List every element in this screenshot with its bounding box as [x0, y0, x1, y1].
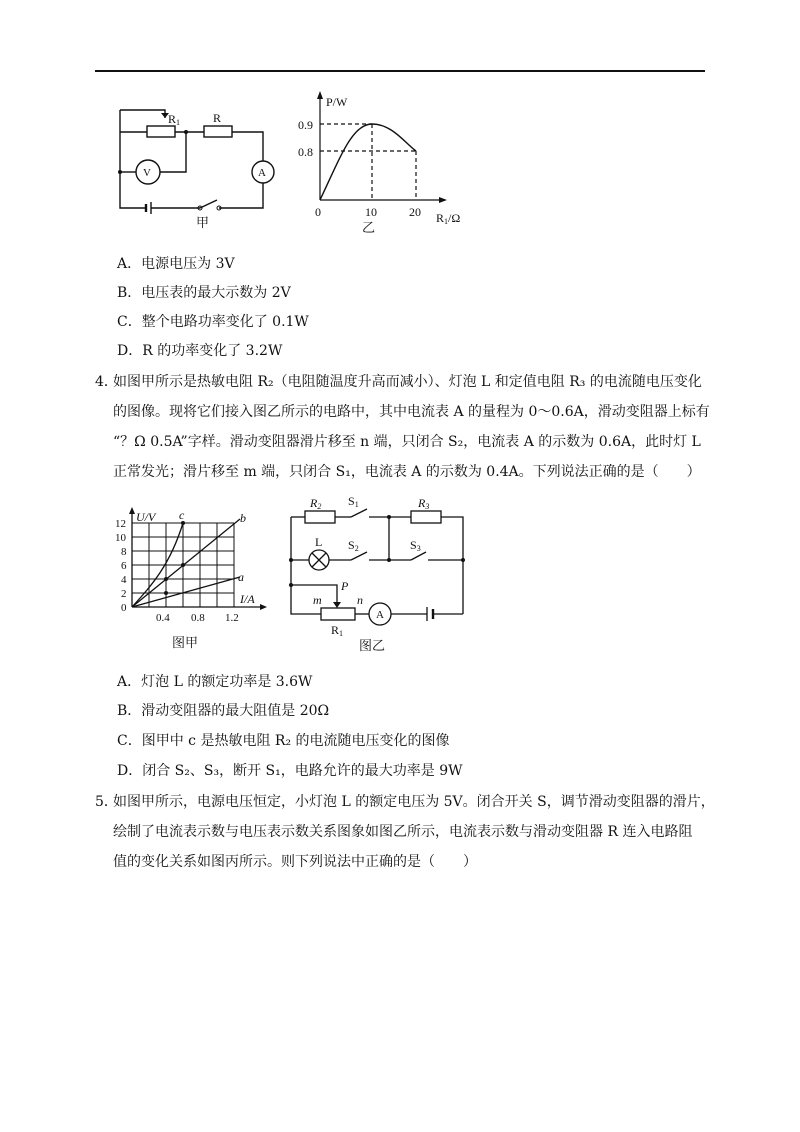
slider-m-label: m — [313, 593, 322, 607]
q3-option-b[interactable] — [117, 284, 291, 302]
fig1-xtick: 20 — [409, 205, 421, 219]
q4-line-4: 正常发光；滑片移至 m 端，只闭合 S₁，电流表 A 的示数为 0.4A。下列说法正确的是（ ） — [113, 464, 701, 480]
fig1-circuit — [105, 100, 280, 230]
q4-option-b[interactable] — [117, 702, 329, 720]
fig1-caption: 甲 — [196, 215, 210, 230]
fig1-r1-label: R1 — [168, 112, 181, 127]
header-rule — [95, 70, 705, 72]
option-letter: D． — [117, 343, 143, 359]
fig2-lamp-label: L — [315, 535, 323, 549]
option-text: 灯泡 L 的额定功率是 3.6W — [141, 674, 313, 690]
q4-line-3: “？Ω 0.5A”字样。滑动变阻器滑片移至 n 端，只闭合 S₂，电流表 A 的示数为 0.6A，此时灯 L — [113, 434, 701, 450]
q5-line-1: 5．如图甲所示，电源电压恒定，小灯泡 L 的额定电压为 5V。闭合开关 S，调节滑动变阻器的滑片， — [95, 794, 715, 810]
option-letter: A． — [117, 674, 142, 690]
fig2-r1-label: R1 — [331, 623, 344, 638]
fig1-xlabel: R1/Ω — [436, 211, 461, 226]
fig2-ammeter-symbol: A — [376, 609, 384, 621]
fig1-graph-caption: 乙 — [362, 220, 376, 235]
slider-p-label: P — [341, 579, 349, 593]
option-text: 电压表的最大示数为 2V — [141, 285, 291, 301]
fig2-circuit-caption: 图乙 — [359, 638, 386, 653]
fig1-r-label: R — [213, 111, 222, 125]
fig2-xtick: 0.4 — [156, 612, 170, 624]
fig2-ylabel: U/V — [136, 510, 156, 524]
voltmeter-symbol: V — [143, 167, 151, 179]
fig2-ytick: 2 — [121, 588, 127, 600]
q5-line-2: 绘制了电流表示数与电压表示数关系图象如图乙所示，电流表示数与滑动变阻器 R 连入电路阻 — [113, 824, 693, 840]
fig1-graph — [290, 88, 480, 238]
option-letter: C． — [117, 733, 142, 749]
option-letter: D． — [117, 763, 143, 779]
slider-n-label: n — [357, 593, 363, 607]
fig1-xtick: 0 — [315, 205, 321, 219]
option-letter: B． — [117, 703, 142, 719]
curve-b-label: b — [240, 511, 246, 525]
fig2-ytick: 6 — [121, 560, 127, 572]
q3-option-c[interactable] — [117, 313, 309, 331]
option-text: 整个电路功率变化了 0.1W — [141, 314, 309, 330]
option-text: 图甲中 c 是热敏电阻 R₂ 的电流随电压变化的图像 — [141, 733, 450, 749]
q4-stem — [95, 367, 720, 487]
fig1-ytick: 0.8 — [298, 145, 313, 159]
ammeter-symbol: A — [258, 167, 266, 179]
fig2-s3-label: S3 — [410, 538, 421, 553]
fig2-xtick: 1.2 — [225, 612, 239, 624]
fig2-s2-label: S2 — [348, 538, 359, 553]
fig2-ytick: 10 — [115, 532, 126, 544]
fig1-xtick: 10 — [365, 205, 377, 219]
fig2-xtick: 0.8 — [191, 612, 205, 624]
fig2-ytick: 12 — [115, 518, 126, 530]
fig2-ytick: 0 — [121, 602, 127, 614]
option-text: 电源电压为 3V — [141, 256, 235, 272]
fig1-ylabel: P/W — [326, 95, 348, 109]
q4-option-d[interactable] — [117, 762, 463, 780]
q4-line-1: 4．如图甲所示是热敏电阻 R₂（电阻随温度升高而减小）、灯泡 L 和定值电阻 R₃ 的电流随电压变化 — [95, 374, 702, 390]
q4-option-c[interactable] — [117, 732, 450, 750]
fig2-circuit — [283, 490, 475, 655]
option-letter: B． — [117, 285, 142, 301]
option-letter: C． — [117, 314, 142, 330]
q4-line-2: 的图像。现将它们接入图乙所示的电路中，其中电流表 A 的量程为 0～0.6A，滑动变阻器上标有 — [113, 404, 710, 420]
option-text: 闭合 S₂、S₃，断开 S₁，电路允许的最大功率是 9W — [142, 763, 463, 779]
q3-option-a[interactable] — [117, 255, 235, 273]
option-letter: A． — [117, 256, 142, 272]
fig2-graph — [112, 505, 277, 653]
q5-line-3: 值的变化关系如图丙所示。则下列说法中正确的是（ ） — [113, 854, 477, 870]
fig2-ytick: 4 — [121, 574, 127, 586]
fig2-graph-caption: 图甲 — [172, 635, 199, 650]
curve-c-label: c — [179, 508, 185, 522]
fig1-ytick: 0.9 — [298, 118, 313, 132]
fig2-r2-label: R2 — [310, 496, 322, 511]
q3-option-d[interactable] — [117, 342, 282, 360]
option-text: 滑动变阻器的最大阻值是 20Ω — [141, 703, 330, 719]
q5-stem — [95, 787, 720, 877]
fig2-s1-label: S1 — [348, 494, 359, 509]
fig2-r3-label: R3 — [418, 496, 430, 511]
q4-option-a[interactable] — [117, 673, 312, 691]
fig2-xlabel: I/A — [240, 592, 255, 606]
curve-a-label: a — [238, 570, 244, 584]
option-text: R 的功率变化了 3.2W — [142, 343, 283, 359]
fig2-ytick: 8 — [121, 546, 127, 558]
